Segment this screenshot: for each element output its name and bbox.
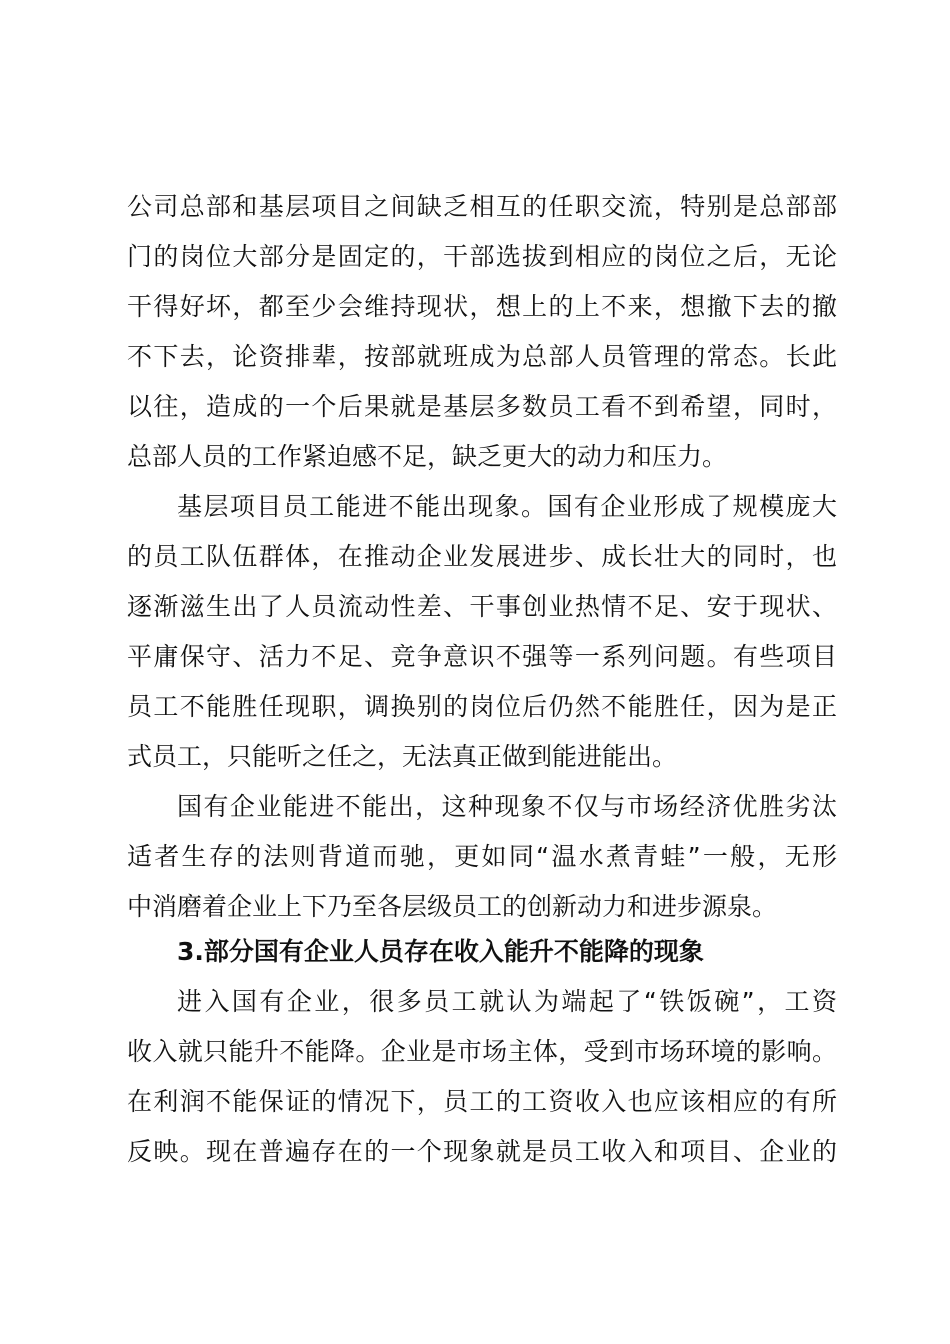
body-text-line: 总部人员的工作紧迫感不足，缺乏更大的动力和压力。 — [127, 442, 728, 471]
body-text-line: 门的岗位大部分是固定的，干部选拔到相应的岗位之后，无论 — [127, 242, 837, 271]
body-text-line: 在利润不能保证的情况下，员工的工资收入也应该相应的有所 — [127, 1087, 837, 1116]
paragraph-first-line: 进入国有企业，很多员工就认为端起了“铁饭碗”，工资 — [177, 987, 837, 1016]
body-text-line: 不下去，论资排辈，按部就班成为总部人员管理的常态。长此 — [127, 342, 837, 371]
body-text-line: 的员工队伍群体，在推动企业发展进步、成长壮大的同时，也 — [127, 542, 837, 571]
paragraph-first-line: 基层项目员工能进不能出现象。国有企业形成了规模庞大 — [177, 492, 837, 521]
body-text-line: 适者生存的法则背道而驰，更如同“温水煮青蛙”一般，无形 — [127, 842, 837, 871]
section-heading: 3.部分国有企业人员存在收入能升不能降的现象 — [177, 937, 704, 966]
body-text-line: 逐渐滋生出了人员流动性差、干事创业热情不足、安于现状、 — [127, 592, 837, 621]
body-text-line: 反映。现在普遍存在的一个现象就是员工收入和项目、企业的 — [127, 1137, 837, 1166]
body-text-line: 以往，造成的一个后果就是基层多数员工看不到希望，同时， — [127, 392, 837, 421]
body-text-line: 收入就只能升不能降。企业是市场主体，受到市场环境的影响。 — [127, 1037, 837, 1066]
body-text-line: 中消磨着企业上下乃至各层级员工的创新动力和进步源泉。 — [127, 892, 778, 921]
body-text-line: 式员工，只能听之任之，无法真正做到能进能出。 — [127, 742, 678, 771]
body-text-line: 平庸保守、活力不足、竞争意识不强等一系列问题。有些项目 — [127, 642, 837, 671]
body-text-line: 员工不能胜任现职，调换别的岗位后仍然不能胜任，因为是正 — [127, 692, 837, 721]
body-text-line: 干得好坏，都至少会维持现状，想上的上不来，想撤下去的撤 — [127, 292, 837, 321]
paragraph-first-line: 国有企业能进不能出，这种现象不仅与市场经济优胜劣汰 — [177, 792, 837, 821]
body-text-line: 公司总部和基层项目之间缺乏相互的任职交流，特别是总部部 — [127, 192, 837, 221]
